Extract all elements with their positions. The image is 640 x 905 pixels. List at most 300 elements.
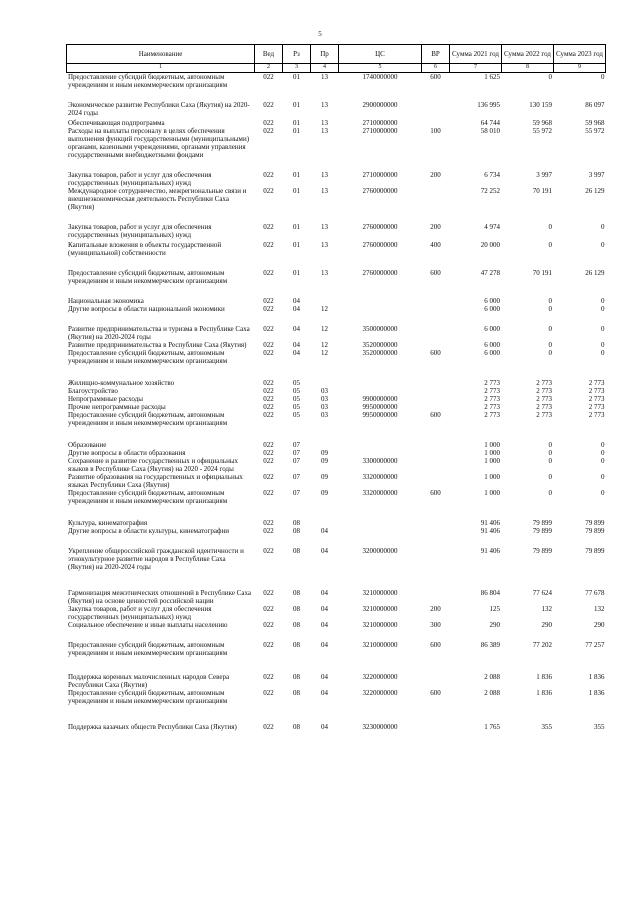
row-cs: 2760000000 xyxy=(362,187,398,195)
row-rz: 08 xyxy=(293,641,300,649)
row-sum-2022: 59 968 xyxy=(532,119,552,127)
row-ved: 022 xyxy=(263,241,274,249)
row-rz: 01 xyxy=(293,127,300,135)
row-sum-2021: 72 252 xyxy=(480,187,500,195)
row-sum-2022: 2 773 xyxy=(536,379,552,387)
row-cs: 3210000000 xyxy=(362,605,398,613)
row-cs xyxy=(339,365,422,387)
row-cs xyxy=(339,387,422,395)
row-cs: 9900000000 xyxy=(362,395,398,403)
row-name: Развитие предпринимательства в Республике Саха (Якутия) xyxy=(68,341,247,349)
row-pr: 13 xyxy=(321,73,328,81)
row-sum-2022: 130 159 xyxy=(529,101,552,109)
row-pr: 04 xyxy=(321,605,328,613)
row-vr: 600 xyxy=(430,641,441,649)
row-pr: 13 xyxy=(321,127,328,135)
row-ved: 022 xyxy=(263,411,274,419)
row-sum-2021: 1 765 xyxy=(484,723,500,731)
row-ved: 022 xyxy=(263,101,274,109)
table-row xyxy=(67,285,606,305)
row-cs: 3220000000 xyxy=(362,689,398,697)
row-ved: 022 xyxy=(263,171,274,179)
row-sum-2023: 79 899 xyxy=(585,527,605,535)
row-sum-2022: 0 xyxy=(548,305,552,313)
row-cs: 3210000000 xyxy=(362,621,398,629)
row-sum-2022: 355 xyxy=(541,723,552,731)
row-ved: 022 xyxy=(263,127,274,135)
row-pr: 12 xyxy=(321,305,328,313)
row-rz: 08 xyxy=(293,519,300,527)
row-rz: 05 xyxy=(293,387,300,395)
row-sum-2021: 1 000 xyxy=(484,457,500,465)
row-name: Закупка товаров, работ и услуг для обеспечения государственных (муниципальных) нужд xyxy=(68,171,212,187)
row-name: Обеспечивающая подпрограмма xyxy=(68,119,165,127)
row-rz: 08 xyxy=(293,621,300,629)
row-ved: 022 xyxy=(263,297,274,305)
row-ved: 022 xyxy=(263,349,274,357)
row-sum-2022: 79 899 xyxy=(532,527,552,535)
row-cs: 2760000000 xyxy=(362,269,398,277)
row-sum-2022: 77 202 xyxy=(532,641,552,649)
row-rz: 07 xyxy=(293,473,300,481)
row-pr: 04 xyxy=(321,723,328,731)
row-vr xyxy=(422,457,450,473)
row-pr: 04 xyxy=(321,641,328,649)
row-pr xyxy=(311,365,339,387)
row-rz: 01 xyxy=(293,101,300,109)
row-ved: 022 xyxy=(263,441,274,449)
row-sum-2023: 26 129 xyxy=(585,187,605,195)
header-sum-2022: Сумма 2022 год xyxy=(502,45,554,64)
row-ved: 022 xyxy=(263,457,274,465)
row-rz: 08 xyxy=(293,605,300,613)
row-sum-2023: 0 xyxy=(601,441,605,449)
row-sum-2021: 6 000 xyxy=(484,325,500,333)
row-sum-2021: 1 000 xyxy=(484,449,500,457)
row-pr: 04 xyxy=(321,547,328,555)
row-rz: 08 xyxy=(293,547,300,555)
row-sum-2023: 0 xyxy=(601,325,605,333)
row-rz: 07 xyxy=(293,441,300,449)
row-sum-2022: 2 773 xyxy=(536,411,552,419)
row-rz: 01 xyxy=(293,187,300,195)
row-cs: 3230000000 xyxy=(362,723,398,731)
row-sum-2022: 0 xyxy=(548,449,552,457)
row-sum-2021: 6 000 xyxy=(484,341,500,349)
row-cs: 2710000000 xyxy=(362,119,398,127)
row-vr: 200 xyxy=(430,171,441,179)
header-vr: ВР xyxy=(422,45,450,64)
row-rz: 08 xyxy=(293,723,300,731)
row-vr: 600 xyxy=(430,73,441,81)
row-name: Закупка товаров, работ и услуг для обеспечения государственных (муниципальных) нужд xyxy=(68,605,212,621)
row-rz: 08 xyxy=(293,673,300,681)
row-name: Развитие образования на государственных и официальных языках Республики Саха (Якутия) xyxy=(68,473,243,489)
row-vr xyxy=(422,657,450,689)
row-vr xyxy=(422,473,450,489)
row-sum-2022: 0 xyxy=(548,441,552,449)
table-row xyxy=(67,489,606,505)
row-sum-2021: 2 773 xyxy=(484,403,500,411)
row-rz: 01 xyxy=(293,171,300,179)
row-ved: 022 xyxy=(263,605,274,613)
row-rz: 07 xyxy=(293,449,300,457)
header-cs: ЦС xyxy=(339,45,422,64)
table-row xyxy=(67,535,606,571)
row-rz: 05 xyxy=(293,395,300,403)
row-sum-2021: 2 088 xyxy=(484,673,500,681)
row-pr: 03 xyxy=(321,387,328,395)
row-ved: 022 xyxy=(263,119,274,127)
row-sum-2023: 2 773 xyxy=(588,395,605,403)
row-cs: 3520000000 xyxy=(362,349,398,357)
row-pr: 04 xyxy=(321,527,328,535)
row-ved: 022 xyxy=(263,473,274,481)
row-pr: 13 xyxy=(321,187,328,195)
row-sum-2023: 2 773 xyxy=(588,403,605,411)
row-cs xyxy=(339,427,422,449)
row-rz: 01 xyxy=(293,119,300,127)
table-row xyxy=(67,403,606,411)
row-rz: 04 xyxy=(293,325,300,333)
row-pr xyxy=(311,285,339,305)
row-vr xyxy=(422,403,450,411)
row-ved: 022 xyxy=(263,641,274,649)
row-ved: 022 xyxy=(263,489,274,497)
row-cs: 3300000000 xyxy=(362,457,398,465)
row-vr xyxy=(422,427,450,449)
row-sum-2022: 0 xyxy=(548,241,552,249)
row-ved: 022 xyxy=(263,387,274,395)
table-row xyxy=(67,305,606,313)
table-row xyxy=(67,257,606,285)
row-pr: 13 xyxy=(321,119,328,127)
row-sum-2022: 290 xyxy=(541,621,552,629)
row-name: Расходы на выплаты персоналу в целях обеспечения выполнения функций государственными (муниципальными) органами, казенными учреждениями, органами управления государственными внебюджетными фондами xyxy=(68,127,250,159)
row-pr: 03 xyxy=(321,403,328,411)
row-sum-2021: 91 406 xyxy=(480,519,500,527)
table-row xyxy=(67,621,606,629)
column-number: 2 xyxy=(255,64,283,73)
row-vr xyxy=(422,305,450,313)
row-cs: 3320000000 xyxy=(362,473,398,481)
column-number: 4 xyxy=(311,64,339,73)
row-name: Предоставление субсидий бюджетным, автономным учреждениям и иным некоммерческим организациям xyxy=(68,689,228,705)
row-sum-2023: 0 xyxy=(601,457,605,465)
row-ved: 022 xyxy=(263,621,274,629)
column-number: 8 xyxy=(502,64,554,73)
row-vr xyxy=(422,313,450,341)
row-ved: 022 xyxy=(263,395,274,403)
row-vr: 600 xyxy=(430,349,441,357)
row-sum-2022: 0 xyxy=(548,325,552,333)
row-sum-2023: 0 xyxy=(601,241,605,249)
row-pr: 03 xyxy=(321,411,328,419)
header-pr: Пр xyxy=(311,45,339,64)
table-row xyxy=(67,341,606,349)
row-cs: 3210000000 xyxy=(362,589,398,597)
row-cs: 9950000000 xyxy=(362,403,398,411)
table-row xyxy=(67,89,606,117)
table-row xyxy=(67,365,606,387)
row-vr xyxy=(422,285,450,305)
header-ved: Вед xyxy=(255,45,283,64)
row-name: Непрограммные расходы xyxy=(68,395,143,403)
row-vr xyxy=(422,117,450,127)
row-sum-2023: 2 773 xyxy=(588,411,605,419)
table-row xyxy=(67,73,606,90)
row-sum-2021: 20 000 xyxy=(480,241,500,249)
row-sum-2023: 2 773 xyxy=(588,379,605,387)
row-ved: 022 xyxy=(263,223,274,231)
row-rz: 04 xyxy=(293,297,300,305)
row-pr: 04 xyxy=(321,589,328,597)
header-sum-2021: Сумма 2021 год xyxy=(450,45,502,64)
row-ved: 022 xyxy=(263,519,274,527)
row-pr: 13 xyxy=(321,269,328,277)
row-sum-2023: 79 899 xyxy=(585,547,605,555)
row-cs: 3320000000 xyxy=(362,489,398,497)
row-vr xyxy=(422,365,450,387)
row-pr: 04 xyxy=(321,689,328,697)
row-name: Национальная экономика xyxy=(68,297,144,305)
row-ved: 022 xyxy=(263,689,274,697)
row-rz: 01 xyxy=(293,73,300,81)
row-vr xyxy=(422,89,450,117)
row-cs: 3210000000 xyxy=(362,641,398,649)
row-pr: 13 xyxy=(321,171,328,179)
column-number: 3 xyxy=(283,64,311,73)
table-row xyxy=(67,313,606,341)
header-sum-2023: Сумма 2023 год xyxy=(554,45,606,64)
row-cs: 3520000000 xyxy=(362,341,398,349)
row-vr xyxy=(422,449,450,457)
row-ved: 022 xyxy=(263,187,274,195)
row-ved: 022 xyxy=(263,403,274,411)
row-cs: 2760000000 xyxy=(362,241,398,249)
column-number: 7 xyxy=(450,64,502,73)
row-vr: 600 xyxy=(430,411,441,419)
row-sum-2022: 79 899 xyxy=(532,547,552,555)
row-cs xyxy=(339,449,422,457)
table-row xyxy=(67,527,606,535)
row-sum-2023: 1 836 xyxy=(588,673,605,681)
row-pr: 12 xyxy=(321,325,328,333)
row-sum-2022: 70 191 xyxy=(532,269,552,277)
table-body xyxy=(67,73,606,732)
row-name: Поддержка коренных малочисленных народов Севера Республики Саха (Якутия) xyxy=(68,673,230,689)
row-name: Предоставление субсидий бюджетным, автономным учреждениям и иным некоммерческим организациям xyxy=(68,269,228,285)
table-row xyxy=(67,449,606,457)
table-row xyxy=(67,457,606,473)
table-row xyxy=(67,387,606,395)
row-sum-2022: 0 xyxy=(548,341,552,349)
row-vr xyxy=(422,535,450,571)
row-sum-2021: 136 995 xyxy=(477,101,500,109)
row-name: Предоставление субсидий бюджетным, автономным учреждениям и иным некоммерческим организациям xyxy=(68,349,228,365)
row-name: Предоставление субсидий бюджетным, автономным учреждениям и иным некоммерческим организациям xyxy=(68,411,228,427)
row-cs: 1740000000 xyxy=(362,73,398,81)
row-cs: 3220000000 xyxy=(362,673,398,681)
row-pr: 09 xyxy=(321,457,328,465)
table-row xyxy=(67,187,606,211)
row-vr xyxy=(422,387,450,395)
row-name: Предоставление субсидий бюджетным, автономным учреждениям и иным некоммерческим организациям xyxy=(68,73,228,89)
row-sum-2023: 59 968 xyxy=(585,119,605,127)
row-sum-2022: 3 997 xyxy=(536,171,552,179)
row-sum-2023: 0 xyxy=(601,349,605,357)
row-sum-2022: 2 773 xyxy=(536,395,552,403)
row-rz: 07 xyxy=(293,489,300,497)
row-vr xyxy=(422,395,450,403)
row-sum-2021: 2 773 xyxy=(484,379,500,387)
row-sum-2022: 1 836 xyxy=(536,673,552,681)
column-number: 5 xyxy=(339,64,422,73)
row-vr: 600 xyxy=(430,489,441,497)
row-rz: 01 xyxy=(293,241,300,249)
table-row xyxy=(67,239,606,257)
row-sum-2021: 64 744 xyxy=(480,119,500,127)
table-row xyxy=(67,159,606,187)
row-vr xyxy=(422,187,450,211)
row-sum-2023: 355 xyxy=(594,723,605,731)
row-sum-2021: 1 625 xyxy=(484,73,500,81)
row-ved: 022 xyxy=(263,673,274,681)
row-name: Предоставление субсидий бюджетным, автономным учреждениям и иным некоммерческим организациям xyxy=(68,641,228,657)
header-name: Наименование xyxy=(67,45,255,64)
row-sum-2023: 1 836 xyxy=(588,689,605,697)
table-row xyxy=(67,411,606,427)
table-row xyxy=(67,689,606,705)
row-name: Поддержка казачьих обществ Республики Саха (Якутия) xyxy=(68,723,237,731)
row-ved: 022 xyxy=(263,325,274,333)
row-sum-2021: 6 000 xyxy=(484,305,500,313)
row-name: Благоустройство xyxy=(68,387,118,395)
row-vr xyxy=(422,571,450,605)
row-sum-2022: 132 xyxy=(541,605,552,613)
row-vr: 600 xyxy=(430,269,441,277)
row-sum-2021: 91 406 xyxy=(480,547,500,555)
row-rz: 04 xyxy=(293,305,300,313)
row-cs xyxy=(339,505,422,527)
row-ved: 022 xyxy=(263,449,274,457)
row-sum-2022: 1 836 xyxy=(536,689,552,697)
row-rz: 07 xyxy=(293,457,300,465)
row-pr: 09 xyxy=(321,449,328,457)
row-vr xyxy=(422,341,450,349)
row-vr xyxy=(422,705,450,731)
row-sum-2021: 2 773 xyxy=(484,395,500,403)
row-sum-2021: 91 406 xyxy=(480,527,500,535)
row-cs: 9950000000 xyxy=(362,411,398,419)
row-sum-2022: 55 972 xyxy=(532,127,552,135)
row-sum-2021: 1 000 xyxy=(484,489,500,497)
column-number: 1 xyxy=(67,64,255,73)
column-number: 9 xyxy=(554,64,606,73)
column-number: 6 xyxy=(422,64,450,73)
table-row xyxy=(67,211,606,239)
row-sum-2021: 6 000 xyxy=(484,297,500,305)
row-sum-2021: 2 773 xyxy=(484,411,500,419)
row-cs: 2760000000 xyxy=(362,223,398,231)
table-row xyxy=(67,395,606,403)
row-sum-2023: 26 129 xyxy=(585,269,605,277)
table-row xyxy=(67,571,606,605)
row-vr: 600 xyxy=(430,689,441,697)
row-name: Другие вопросы в области национальной экономики xyxy=(68,305,225,313)
row-sum-2023: 0 xyxy=(601,341,605,349)
row-name: Укрепление общероссийской гражданской идентичности и этнокультурное развитие народов в Республике Саха (Якутия) на 2020-2024 годы xyxy=(68,547,244,571)
table-row xyxy=(67,629,606,657)
row-sum-2022: 0 xyxy=(548,223,552,231)
row-name: Жилищно-коммунальное хозяйство xyxy=(68,379,175,387)
row-sum-2021: 4 974 xyxy=(484,223,500,231)
table-row xyxy=(67,505,606,527)
row-ved: 022 xyxy=(263,341,274,349)
row-sum-2023: 0 xyxy=(601,305,605,313)
header-rz: Рз xyxy=(283,45,311,64)
row-pr xyxy=(311,427,339,449)
row-ved: 022 xyxy=(263,73,274,81)
row-ved: 022 xyxy=(263,305,274,313)
row-sum-2023: 0 xyxy=(601,73,605,81)
row-sum-2023: 79 899 xyxy=(585,519,605,527)
row-ved: 022 xyxy=(263,547,274,555)
row-name: Развитие предпринимательства и туризма в Республике Саха (Якутия) на 2020-2024 годы xyxy=(68,325,250,341)
row-sum-2023: 2 773 xyxy=(588,387,605,395)
row-sum-2023: 86 097 xyxy=(585,101,605,109)
table-row xyxy=(67,705,606,731)
row-sum-2023: 77 678 xyxy=(585,589,605,597)
row-pr: 12 xyxy=(321,341,328,349)
row-sum-2021: 125 xyxy=(489,605,500,613)
row-vr xyxy=(422,527,450,535)
row-cs: 2900000000 xyxy=(362,101,398,109)
row-name: Сохранение и развитие государственных и официальных языков в Республике Саха (Якутия) на 2020 - 2024 годы xyxy=(68,457,239,473)
row-cs xyxy=(339,527,422,535)
row-cs: 3500000000 xyxy=(362,325,398,333)
table-row xyxy=(67,473,606,489)
row-sum-2023: 290 xyxy=(594,621,605,629)
row-rz: 05 xyxy=(293,379,300,387)
row-sum-2021: 86 804 xyxy=(480,589,500,597)
row-name: Экономическое развитие Республики Саха (Якутия) на 2020-2024 годы xyxy=(68,101,250,117)
row-pr: 04 xyxy=(321,621,328,629)
row-name: Социальное обеспечение и иные выплаты населению xyxy=(68,621,228,629)
row-sum-2021: 6 000 xyxy=(484,349,500,357)
row-ved: 022 xyxy=(263,269,274,277)
row-rz: 05 xyxy=(293,403,300,411)
row-name: Международное сотрудничество, межрегиональные связи и внешнеэкономическая деятельность Республики Саха (Якутия) xyxy=(68,187,247,211)
row-sum-2021: 290 xyxy=(489,621,500,629)
row-sum-2022: 2 773 xyxy=(536,403,552,411)
row-pr xyxy=(311,505,339,527)
row-pr: 13 xyxy=(321,101,328,109)
row-rz: 01 xyxy=(293,223,300,231)
row-rz: 04 xyxy=(293,341,300,349)
row-cs: 2710000000 xyxy=(362,127,398,135)
row-sum-2022: 0 xyxy=(548,73,552,81)
row-rz: 08 xyxy=(293,589,300,597)
budget-table xyxy=(66,44,606,731)
row-sum-2021: 6 734 xyxy=(484,171,500,179)
row-rz: 05 xyxy=(293,411,300,419)
row-name: Другие вопросы в области образования xyxy=(68,449,186,457)
row-sum-2023: 0 xyxy=(601,449,605,457)
row-sum-2022: 0 xyxy=(548,297,552,305)
row-sum-2021: 47 278 xyxy=(480,269,500,277)
row-cs xyxy=(339,285,422,305)
